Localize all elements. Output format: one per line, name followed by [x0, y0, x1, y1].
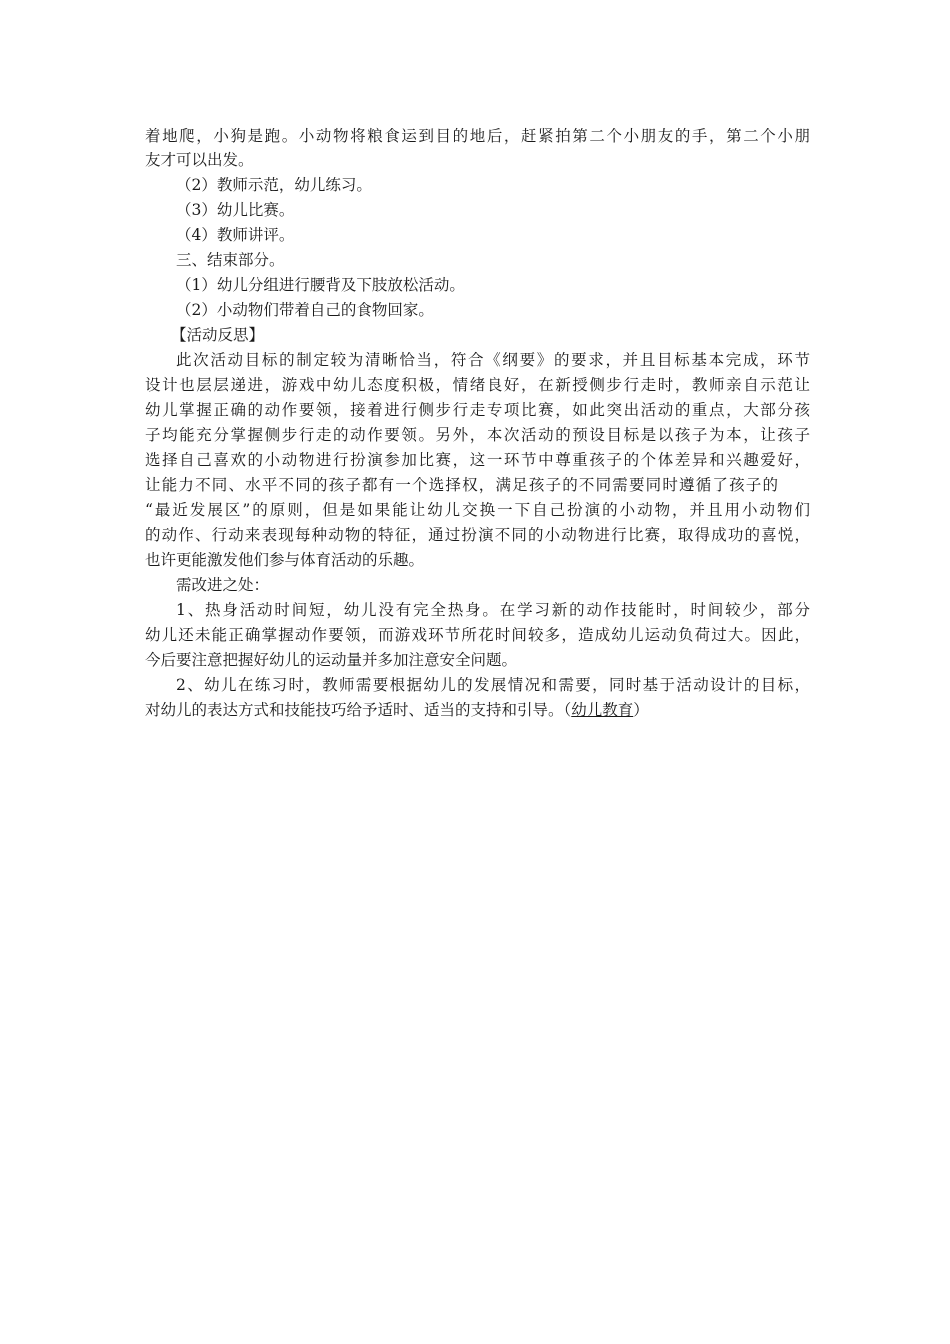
- section-heading: 三、结束部分。: [176, 251, 285, 269]
- section-heading: 【活动反思】: [171, 326, 265, 344]
- text-line: 也许更能激发他们参与体育活动的乐趣。: [145, 551, 425, 569]
- text-line: “最近发展区”的原则，但是如果能让幼儿交换一下自己扮演的小动物，并且用小动物们: [145, 501, 810, 519]
- text-line: 选择自己喜欢的小动物进行扮演参加比赛，这一环节中尊重孩子的个体差异和兴趣爱好，: [145, 451, 810, 469]
- text-line: 让能力不同、水平不同的孩子都有一个选择权，满足孩子的不同需要同时遵循了孩子的: [145, 476, 778, 494]
- text-line: 1、热身活动时间短，幼儿没有完全热身。在学习新的动作技能时，时间较少，部分: [176, 601, 810, 619]
- text-line: （3）幼儿比赛。: [176, 201, 295, 219]
- text-line: 设计也层层递进，游戏中幼儿态度积极，情绪良好，在新授侧步行走时，教师亲自示范让: [145, 376, 810, 394]
- text-line: 子均能充分掌握侧步行走的动作要领。另外，本次活动的预设目标是以孩子为本，让孩子: [145, 426, 810, 444]
- section-heading: 需改进之处：: [176, 576, 270, 594]
- text-span: 对幼儿的表达方式和技能技巧给予适时、适当的支持和引导。（: [145, 701, 572, 719]
- text-line: 今后要注意把握好幼儿的运动量并多加注意安全问题。: [145, 651, 518, 669]
- early-education-link[interactable]: 幼儿教育: [571, 701, 634, 719]
- text-line: 幼儿还未能正确掌握动作要领，而游戏环节所花时间较多，造成幼儿运动负荷过大。因此，: [145, 626, 810, 644]
- text-line: 此次活动目标的制定较为清晰恰当，符合《纲要》的要求，并且目标基本完成，环节: [176, 351, 810, 369]
- text-line: （1）幼儿分组进行腰背及下肢放松活动。: [176, 276, 465, 294]
- text-line: 的动作、行动来表现每种动物的特征，通过扮演不同的小动物进行比赛，取得成功的喜悦，: [145, 526, 810, 544]
- text-line: 友才可以出发。: [145, 151, 254, 169]
- text-line: （4）教师讲评。: [176, 226, 295, 244]
- text-line-with-link: [145, 698, 649, 722]
- text-line: （2）小动物们带着自己的食物回家。: [176, 301, 434, 319]
- text-line: （2）教师示范，幼儿练习。: [176, 176, 372, 194]
- text-line: 幼儿掌握正确的动作要领，接着进行侧步行走专项比赛，如此突出活动的重点，大部分孩: [145, 401, 810, 419]
- closing-paren: ）: [633, 701, 649, 719]
- text-line: 2、幼儿在练习时，教师需要根据幼儿的发展情况和需要，同时基于活动设计的目标，: [176, 676, 810, 694]
- text-line: 着地爬，小狗是跑。小动物将粮食运到目的地后，赶紧拍第二个小朋友的手，第二个小朋: [145, 127, 810, 145]
